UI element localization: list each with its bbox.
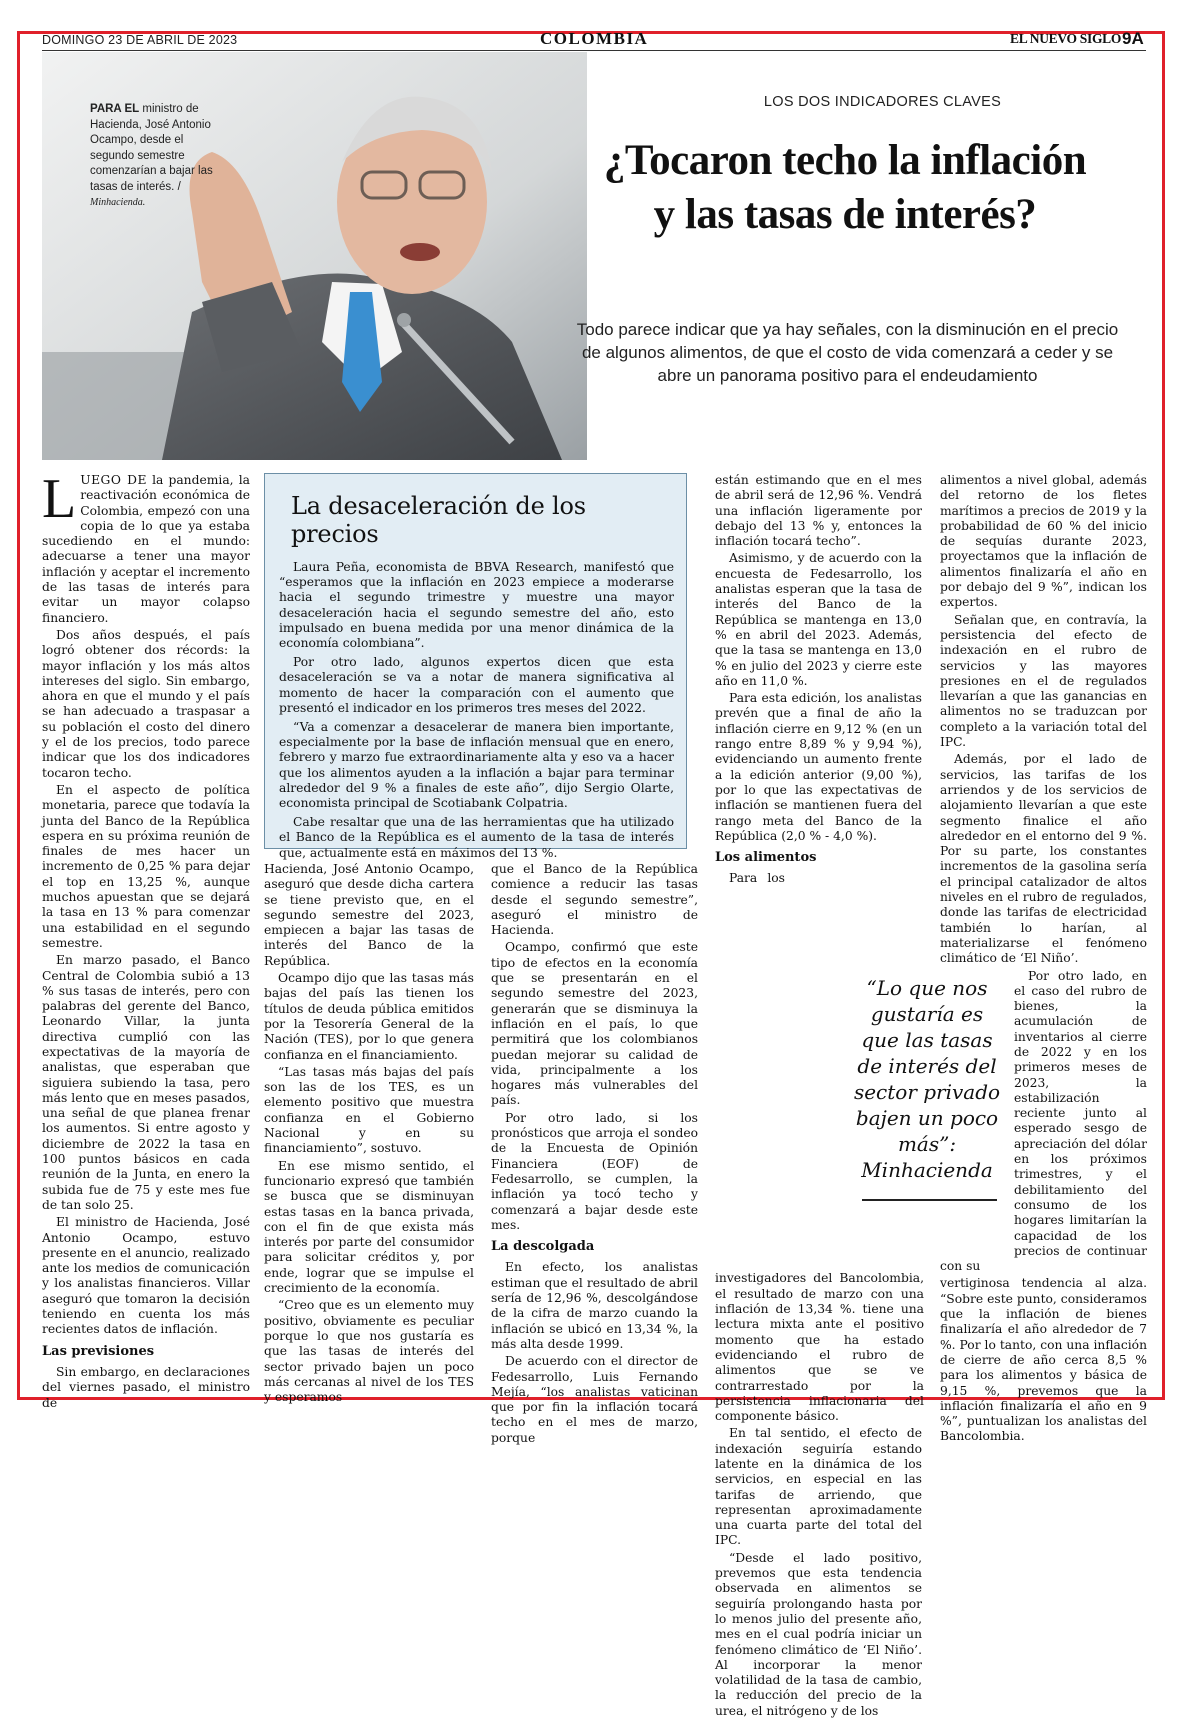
paragraph: En tal sentido, el efecto de indexación seguiría estando latente en la dinámica de los servicios, en especial en las tarifas de arriendo, que representan aproximadamente una cuarta parte del total del IPC. bbox=[715, 1426, 922, 1548]
lead-paragraph bbox=[42, 468, 250, 626]
photo-caption bbox=[90, 102, 225, 211]
paragraph: Además, por el lado de servicios, las tarifas de los arriendos y de los servicios de alojamiento llevarían a que este segmento finalice el año alrededor en el entorno del 9 %. Por su parte, los constantes incrementos de la gasolina sería el principal catalizador de altos niveles en el rubro de regulados, donde las tarifas de electricidad también lo harían, al materializarse el fenómeno climático de ‘El Niño’. bbox=[940, 752, 1147, 966]
paragraph: Dos años después, el país logró obtener dos récords: la mayor inflación y los más altos intereses del siglo. Sin embargo, ahora en que el mundo y el país se han adecuado a traspasar a su población el costo del dinero y el de los precios, todo parece indicar que los dos indicadores tocaron techo. bbox=[42, 627, 250, 780]
paragraph: “Las tasas más bajas del país son las de los TES, es un elemento positivo que muestra confianza en el Gobierno Nacional y en su financiamiento”, sostuvo. bbox=[264, 1064, 474, 1156]
paragraph: Sin embargo, en declaraciones del viernes pasado, el ministro de bbox=[42, 1364, 250, 1410]
paragraph: que el Banco de la República comience a reducir las tasas desde el segundo semestre”, aseguró el ministro de Hacienda. bbox=[491, 862, 698, 938]
sidebar-paragraph: Laura Peña, economista de BBVA Research, manifestó que “esperamos que la inflación en 2023 empiece a moderarse hacia el segundo trimestre y muestre una mayor desaceleración hacia el segundo semestre del año, esto impulsado en buena medida por una menor dinámica de la economía colombiana”. bbox=[279, 560, 674, 651]
paragraph-text: Por otro lado, en el caso del rubro de bienes, la acumulación de inventarios al cierre de 2022 y en los primeros meses de 2023, la estabilización reciente junto al esperado sesgo de apreciación del dólar en los próximos trimestres, y el debilitamiento del consumo de los hogares limitarían la capacidad de los precios de continuar con su bbox=[940, 968, 1147, 1274]
caption-credit: Minhacienda. bbox=[90, 197, 146, 208]
newspaper-name: EL NUEVO SIGLO bbox=[1010, 31, 1122, 46]
caption-text: ministro de Hacienda, José Antonio Ocampo, desde el segundo semestre comenzarían a bajar las tasas de interés. / bbox=[90, 103, 213, 193]
paragraph: vertiginosa tendencia al alza. “Sobre este punto, consideramos que la inflación de bienes finalizaría el año alrededor de 7 %. Por lo tanto, con una inflación de cierre de año cerca 8,5 % para los alimentos y básica de 9,15 %, prevemos que la inflación finalizaría el año en 9 %”, puntualizan los analistas del Bancolombia. bbox=[940, 1276, 1147, 1444]
pull-quote-rule bbox=[862, 1199, 997, 1201]
paragraph: “Creo que es un elemento muy positivo, obviamente es peculiar porque lo que nos gustaría es que las tasas de interés del sector privado bajen un poco más cercanas al nivel de los TES y esperamos bbox=[264, 1298, 474, 1405]
paragraph: En efecto, los analistas estiman que el resultado de abril sería de 12,96 %, descolgándose de la cifra de marzo cuando la inflación se ubicó en 13,34 %, la más alta desde 1999. bbox=[491, 1260, 698, 1351]
paragraph: Hacienda, José Antonio Ocampo, aseguró que desde dicha cartera se tiene previsto que, en el segundo semestre del 2023, empiecen a bajar las tasas de interés del Banco de la República. bbox=[264, 862, 474, 968]
sidebar-body bbox=[279, 560, 674, 861]
paragraph: El ministro de Hacienda, José Antonio Ocampo, estuvo presente en el anuncio, realizado ante los medios de comunicación y los analistas financieros. Villar aseguró que tomaron la decisión teniendo en cuenta los más recientes datos de inflación. bbox=[42, 1215, 250, 1337]
subheading: Las previsiones bbox=[42, 1343, 155, 1359]
subheading: Los alimentos bbox=[715, 850, 817, 866]
sidebar-title: La desaceleración de los precios bbox=[291, 492, 586, 548]
paragraph: De acuerdo con el director de Fedesarrollo, Luis Fernando Mejía, “los analistas vaticinan que por fin la inflación tocará techo en el mes de marzo, porque bbox=[491, 1354, 698, 1445]
paragraph-text: Para los investigadores del Bancolombia, el resultado de marzo con una inflación de 13,34 %. tiene una lectura mixta ante el positivo momento que ha estado evidenciando el rubro de alimentos que se ve contrarrestado por la persistencia inflacionaria del componente básico. bbox=[715, 871, 924, 1424]
paragraph: Señalan que, en contravía, la persistencia del efecto de indexación en el rubro de servicios y las mayores presiones en el de regulados llevarían a que las ganancias en alimentos no se traduzcan por completo a la variación total del IPC. bbox=[940, 612, 1147, 750]
paragraph: Ocampo dijo que las tasas más bajas del país las tienen los títulos de deuda pública emitidos por la Tesorería General de la Nación (TES), por lo que genera confianza en el financiamiento. bbox=[264, 971, 474, 1062]
paragraph: Asimismo, y de acuerdo con la encuesta de Fedesarrollo, los analistas esperan que la tasa de interés del Banco de la República se mantenga en 13,0 % en abril del 2023. Además, que la tasa se mantenga en 13,0 % en julio del 2023 y cierre este año en 11,0 %. bbox=[715, 551, 922, 688]
sidebar-paragraph: Cabe resaltar que una de las herramientas que ha utilizado el Banco de la República es el aumento de la tasa de interés que, actualmente está en máximos del 13 %. bbox=[279, 815, 674, 860]
article-column-1 bbox=[42, 468, 250, 1413]
paragraph: alimentos a nivel global, además del retorno de los fletes marítimos a precios de 2019 y la probabilidad de 60 % del inicio de sequías durante 2023, proyectamos que la inflación de alimentos finalizaría el año en por debajo del 9 %”, indican los expertos. bbox=[940, 473, 1147, 610]
lead-smallcaps: UEGO DE bbox=[80, 473, 147, 487]
paragraph: En ese mismo sentido, el funcionario expresó que también se busca que se disminuyan estas tasas en la banca privada, con el fin de que exista más interés por parte del consumidor para solicitar créditos y, por ende, lograr que se impulse el crecimiento de la economía. bbox=[264, 1158, 474, 1296]
page-date: DOMINGO 23 DE ABRIL DE 2023 bbox=[42, 33, 238, 47]
paragraph: En marzo pasado, el Banco Central de Colombia subió a 13 % sus tasas de interés, pero con palabras del gerente del Banco, Leonardo Villar, la junta directiva cumplió con las expectativas de la mayoría de analistas, que esperaban que siguiera subiendo la tasa, pero más lento que en meses pasados, una señal de que planea frenar los aumentos. Si entre agosto y diciembre de 2022 la tasa en 100 puntos básicos en cada reunión de la Junta, en enero la subida fue de 75 y este mes fue de tan solo 25. bbox=[42, 953, 250, 1212]
pull-quote: “Lo que nos gustaría es que las tasas de interés del sector privado bajen un poco más”: Minhacienda bbox=[853, 976, 1001, 1182]
section-name: COLOMBIA bbox=[540, 29, 649, 48]
paragraph: Ocampo, confirmó que este tipo de efectos en la economía que se presentarán en el segundo semestre del 2023, generarán que se disminuya la inflación en el país, lo que permitirá que los colombianos puedan mejorar su calidad de vida, principalmente a los hogares más vulnerables del país. bbox=[491, 940, 698, 1108]
paragraph: Por otro lado, si los pronósticos que arroja el sondeo de la Encuesta de Opinión Financiera (EOF) de Fedesarrollo, se cumplen, la inflación ya tocó techo y comenzará a bajar desde este mes. bbox=[491, 1110, 698, 1232]
page-number: 9A bbox=[1122, 29, 1144, 48]
article-deck: Todo parece indicar que ya hay señales, con la disminución en el precio de algunos alimentos, de que el costo de vida comenzará a ceder y se abre un panorama positivo para el endeudamiento bbox=[576, 320, 1119, 385]
sidebar-paragraph: Por otro lado, algunos expertos dicen que esta desaceleración se va a notar de manera significativa al momento de hacer la comparación con el aumento que presentó el indicador en los primeros tres meses del 2022. bbox=[279, 655, 674, 715]
header-rule bbox=[42, 50, 1146, 51]
paragraph: están estimando que en el mes de abril será de 12,96 %. Vendrá una inflación ligeramente por debajo del 13 % y, entonces la inflación tocará techo”. bbox=[715, 473, 922, 549]
article-column-3 bbox=[491, 862, 698, 1448]
article-headline: ¿Tocaron techo la inflación y las tasas de interés? bbox=[603, 137, 1087, 238]
sidebar-box bbox=[264, 473, 687, 860]
paragraph: “Desde el lado positivo, prevemos que esta tendencia observada en alimentos se seguiría prolongando hasta por lo menos julio del presente año, mes en el cual podría iniciar un fenómeno climático de ‘El Niño’. Al incorporar la menor volatilidad de la tasa de cambio, la reducción del precio de la urea, el nitrógeno y de los bbox=[715, 1550, 922, 1718]
sidebar-paragraph: “Va a comenzar a desacelerar de manera bien importante, especialmente por la base de inflación mensual que en enero, febrero y marzo fue extraordinariamente alta y eso va a hacer que los alimentos ayuden a la inflación a bajar para terminar alrededor del 9 % a finales de este año”, dijo Sergio Olarte, economista principal de Scotiabank Colpatria. bbox=[279, 720, 674, 811]
lead-text: la pandemia, la reactivación económica de Colombia, empezó con una copia de lo que ya estaba sucediendo en el mundo: adecuarse a tener una mayor inflación y aceptar el incremento de las tasas de interés para evitar un mayor colapso financiero. bbox=[42, 473, 250, 625]
paragraph: Para esta edición, los analistas prevén que a final de año la inflación cierre en 9,12 % (en un rango entre 8,89 % y 9,94 %), evidenciando un aumento frente a la edición anterior (9,00 %), por lo que las expectativas de inflación se mantienen fuera del rango meta del Banco de la República (2,0 % - 4,0 %). bbox=[715, 691, 922, 843]
article-column-2 bbox=[264, 862, 474, 1407]
article-kicker: LOS DOS INDICADORES CLAVES bbox=[763, 94, 1002, 110]
dropcap: L bbox=[42, 468, 77, 530]
caption-lead: PARA EL bbox=[90, 103, 140, 115]
subheading: La descolgada bbox=[491, 1239, 595, 1255]
paragraph: En el aspecto de política monetaria, parece que todavía la junta del Banco de la República espera en su próxima reunión de finales de mes hacer un incremento de 0,25 % para dejar el top en 13,25 %, aunque muchos apuestan que se dejará la tasa en 13 % para comenzar una estabilidad en el segundo semestre. bbox=[42, 782, 250, 950]
article-column-5 bbox=[940, 473, 1147, 1447]
